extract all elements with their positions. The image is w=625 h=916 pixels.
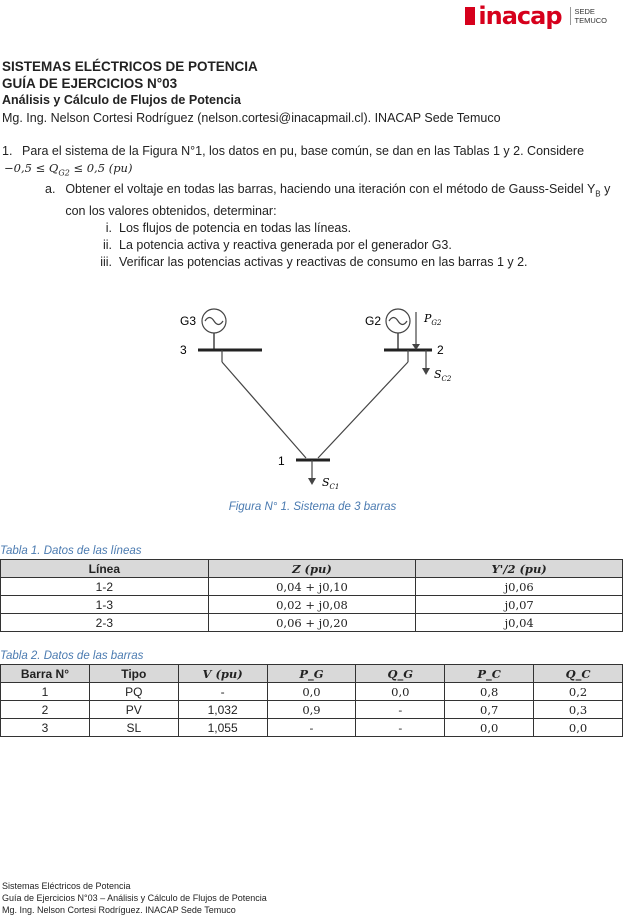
- table-cell: 0,2: [534, 683, 623, 701]
- table-header: V (pu): [178, 665, 267, 683]
- table-cell: 1-3: [1, 596, 209, 614]
- sede-line1: SEDE: [574, 7, 595, 16]
- table-header-row: [1, 665, 623, 683]
- table-cell: j0,04: [416, 614, 623, 632]
- item-a-text: Obtener el voltaje en todas las barras, haciendo una iteración con el método de Gauss-Seidel Y: [65, 182, 596, 197]
- figure-caption: Figura N° 1. Sistema de 3 barras: [228, 501, 397, 513]
- table-cell: PV: [89, 701, 178, 719]
- table-header: Tipo: [89, 665, 178, 683]
- item-a-text2: y con los valores obtenidos, determinar:: [65, 182, 611, 218]
- question-constraint: $-0,5 \le Q_{G2} \le 0,5$ (pu): [4, 161, 133, 178]
- line-1-2: [318, 362, 408, 458]
- table-cell: j0,07: [416, 596, 623, 614]
- logo-mark: [465, 7, 475, 25]
- item-i-text: Los flujos de potencia en todas las líneas.: [119, 220, 352, 235]
- item-iii-text: Verificar las potencias activas y reactivas de consumo en las barras 1 y 2.: [119, 254, 528, 269]
- sede-line2: TEMUCO: [574, 16, 607, 25]
- lines-table: [0, 559, 623, 632]
- footer-line3: Mg. Ing. Nelson Cortesi Rodríguez. INACAP Sede Temuco: [2, 905, 236, 915]
- table-header: Y'/2 (pu): [416, 560, 623, 578]
- table-header: P_G: [267, 665, 356, 683]
- item-ii-text: La potencia activa y reactiva generada por el generador G3.: [119, 237, 452, 252]
- table-cell: 0,8: [445, 683, 534, 701]
- table-cell: 1,055: [178, 719, 267, 737]
- table-header: Barra N°: [1, 665, 90, 683]
- table-cell: 0,02 + j0,08: [208, 596, 416, 614]
- item-a: [42, 181, 617, 220]
- table-cell: 0,9: [267, 701, 356, 719]
- inacap-logo: [465, 2, 607, 30]
- footer-line1: Sistemas Eléctricos de Potencia: [2, 881, 131, 891]
- sc2-label: $S_{C2}$: [434, 368, 452, 383]
- doc-subtitle: Análisis y Cálculo de Flujos de Potencia: [2, 93, 241, 107]
- page-footer: [2, 880, 267, 916]
- table-row: [1, 578, 623, 596]
- document-header: [2, 58, 612, 127]
- table-header: P_C: [445, 665, 534, 683]
- table-cell: 1,032: [178, 701, 267, 719]
- table-cell: 0,06 + j0,20: [208, 614, 416, 632]
- table-cell: 3: [1, 719, 90, 737]
- doc-guide-number: GUÍA DE EJERCICIOS N°03: [2, 76, 178, 91]
- table-header-row: [1, 560, 623, 578]
- table-cell: 0,0: [356, 683, 445, 701]
- table-cell: 2: [1, 701, 90, 719]
- table-cell: SL: [89, 719, 178, 737]
- line-1-3: [222, 362, 306, 458]
- table-cell: 0,7: [445, 701, 534, 719]
- three-bus-diagram: [150, 300, 480, 500]
- bus2-label: 2: [437, 343, 444, 357]
- sc1-arrow-icon: [308, 478, 316, 485]
- table1-caption: Tabla 1. Datos de las líneas: [0, 545, 142, 557]
- table-row: [1, 596, 623, 614]
- table-row: [1, 719, 623, 737]
- table-header: Q_C: [534, 665, 623, 683]
- item-iii: [87, 254, 617, 271]
- question-number: 1.: [2, 144, 13, 158]
- item-ii-label: ii.: [102, 237, 112, 252]
- item-i: [87, 220, 617, 237]
- table-row: [1, 683, 623, 701]
- bus1-label: 1: [278, 454, 285, 468]
- table-row: [1, 614, 623, 632]
- item-a-sub: B: [595, 189, 601, 199]
- item-i-label: i.: [105, 220, 112, 235]
- item-ii: [87, 237, 617, 254]
- item-iii-label: iii.: [100, 254, 112, 269]
- question-block: [2, 143, 617, 271]
- doc-author: Mg. Ing. Nelson Cortesi Rodríguez (nelson.cortesi@inacapmail.cl). INACAP Sede Temuco: [2, 111, 501, 125]
- table-cell: -: [356, 701, 445, 719]
- table-cell: 0,0: [445, 719, 534, 737]
- sc1-label: $S_{C1}$: [322, 476, 340, 491]
- table-cell: 2-3: [1, 614, 209, 632]
- sc2-arrow-icon: [422, 368, 430, 375]
- logo-sede: [570, 7, 608, 25]
- table-cell: -: [356, 719, 445, 737]
- table-header: Línea: [1, 560, 209, 578]
- table-cell: j0,06: [416, 578, 623, 596]
- table-cell: 0,3: [534, 701, 623, 719]
- doc-title: SISTEMAS ELÉCTRICOS DE POTENCIA: [2, 59, 258, 74]
- table-header: Q_G: [356, 665, 445, 683]
- footer-line2: Guía de Ejercicios N°03 – Análisis y Cálculo de Flujos de Potencia: [2, 893, 267, 903]
- table-cell: 0,0: [267, 683, 356, 701]
- table-cell: PQ: [89, 683, 178, 701]
- g3-label: G3: [180, 314, 197, 328]
- table-cell: -: [178, 683, 267, 701]
- table-header: Z (pu): [208, 560, 416, 578]
- table-cell: 1: [1, 683, 90, 701]
- table-cell: -: [267, 719, 356, 737]
- table-cell: 1-2: [1, 578, 209, 596]
- item-a-label: a.: [45, 182, 56, 197]
- table-cell: 0,0: [534, 719, 623, 737]
- table2-caption: Tabla 2. Datos de las barras: [0, 650, 144, 662]
- bars-table: [0, 664, 623, 737]
- table-cell: 0,04 + j0,10: [208, 578, 416, 596]
- question-text: Para el sistema de la Figura N°1, los datos en pu, base común, se dan en las Tablas 1 y 2. Considere: [22, 144, 585, 158]
- bus3-label: 3: [180, 343, 187, 357]
- logo-brand: inacap: [478, 2, 562, 30]
- pg2-label: $P_{G2}$: [424, 312, 442, 327]
- g2-label: G2: [365, 314, 382, 328]
- table-row: [1, 701, 623, 719]
